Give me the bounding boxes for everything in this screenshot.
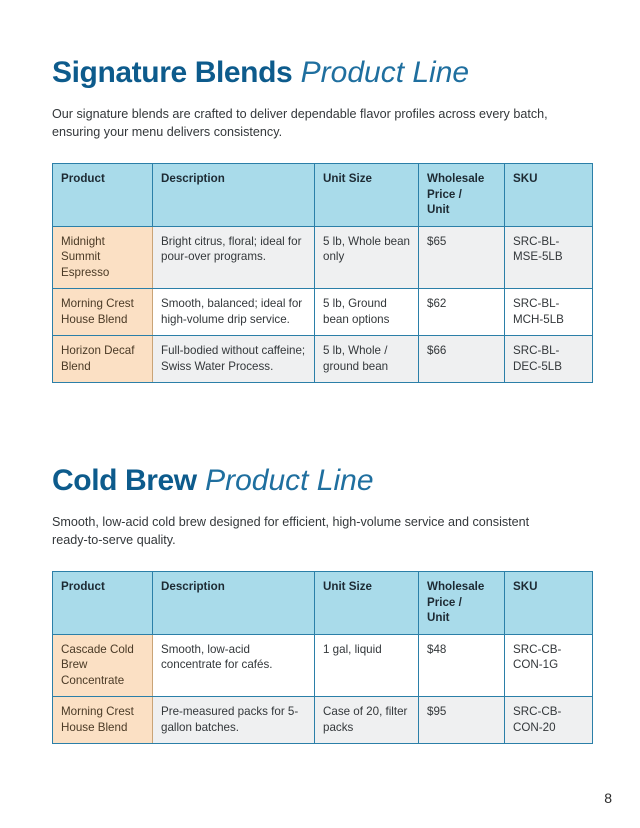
wholesale-line-3: Unit xyxy=(427,611,450,624)
cell-sku: SRC-BL-MSE-5LB xyxy=(505,226,593,289)
table-row xyxy=(53,226,593,289)
wholesale-line-1: Wholesale xyxy=(427,172,485,185)
product-table-signature-blends xyxy=(52,163,593,383)
cell-description: Smooth, low-acid concentrate for cafés. xyxy=(153,634,315,697)
table-body-signature xyxy=(53,226,593,383)
wholesale-line-1: Wholesale xyxy=(427,580,485,593)
column-header-product: Product xyxy=(53,572,153,635)
column-header-wholesale-price xyxy=(419,164,505,227)
intro-paragraph-cold-brew: Smooth, low-acid cold brew designed for efficient, high-volume service and consistent ready-to-serve quality. xyxy=(52,515,530,547)
column-header-description: Description xyxy=(153,164,315,227)
cell-price: $66 xyxy=(419,336,505,383)
cell-description: Smooth, balanced; ideal for high-volume drip service. xyxy=(153,289,315,336)
table-wrapper-cold-brew xyxy=(52,571,592,744)
cell-price: $95 xyxy=(419,697,505,744)
section-signature-blends xyxy=(52,56,592,383)
column-header-description: Description xyxy=(153,572,315,635)
table-header-row xyxy=(53,164,593,227)
table-header-signature xyxy=(53,164,593,227)
cell-unit-size: 5 lb, Whole bean only xyxy=(315,226,419,289)
cell-unit-size: 1 gal, liquid xyxy=(315,634,419,697)
column-header-unit-size: Unit Size xyxy=(315,164,419,227)
table-header-cold-brew xyxy=(53,572,593,635)
table-row xyxy=(53,289,593,336)
cell-unit-size: 5 lb, Whole / ground bean xyxy=(315,336,419,383)
column-header-sku: SKU xyxy=(505,164,593,227)
cell-product: Morning Crest House Blend xyxy=(53,289,153,336)
cell-unit-size: 5 lb, Ground bean options xyxy=(315,289,419,336)
table-header-row xyxy=(53,572,593,635)
cell-sku: SRC-CB-CON-1G xyxy=(505,634,593,697)
cell-price: $48 xyxy=(419,634,505,697)
table-row xyxy=(53,634,593,697)
cell-description: Full-bodied without caffeine; Swiss Water Process. xyxy=(153,336,315,383)
table-row xyxy=(53,697,593,744)
cell-description: Pre-measured packs for 5-gallon batches. xyxy=(153,697,315,744)
page-title-signature-blends xyxy=(52,56,592,90)
cell-sku: SRC-CB-CON-20 xyxy=(505,697,593,744)
table-row xyxy=(53,336,593,383)
product-table-cold-brew xyxy=(52,571,593,744)
cell-sku: SRC-BL-MCH-5LB xyxy=(505,289,593,336)
wholesale-line-3: Unit xyxy=(427,203,450,216)
table-body-cold-brew xyxy=(53,634,593,744)
cell-product: Midnight Summit Espresso xyxy=(53,226,153,289)
cell-product: Horizon Decaf Blend xyxy=(53,336,153,383)
column-header-product: Product xyxy=(53,164,153,227)
heading-light-coldbrew: Product Line xyxy=(196,464,374,497)
column-header-wholesale-price xyxy=(419,572,505,635)
page-number: 8 xyxy=(604,790,612,806)
section-cold-brew xyxy=(52,464,592,744)
wholesale-line-2: Price / xyxy=(427,595,462,609)
cell-unit-size: Case of 20, filter packs xyxy=(315,697,419,744)
wholesale-line-2: Price / xyxy=(427,187,462,201)
cell-price: $65 xyxy=(419,226,505,289)
table-wrapper-signature xyxy=(52,163,592,383)
page-title-cold-brew xyxy=(52,464,592,498)
column-header-sku: SKU xyxy=(505,572,593,635)
cell-price: $62 xyxy=(419,289,505,336)
heading-strong-coldbrew: Cold Brew xyxy=(52,464,197,497)
heading-light-signature: Product Line xyxy=(292,56,470,89)
heading-strong-signature: Signature Blends xyxy=(52,56,293,89)
column-header-unit-size: Unit Size xyxy=(315,572,419,635)
cell-description: Bright citrus, floral; ideal for pour-over programs. xyxy=(153,226,315,289)
intro-paragraph-signature: Our signature blends are crafted to deliver dependable flavor profiles across every batch, ensuring your menu delivers consistency. xyxy=(52,107,548,139)
cell-product: Cascade Cold Brew Concentrate xyxy=(53,634,153,697)
cell-sku: SRC-BL-DEC-5LB xyxy=(505,336,593,383)
cell-product: Morning Crest House Blend xyxy=(53,697,153,744)
